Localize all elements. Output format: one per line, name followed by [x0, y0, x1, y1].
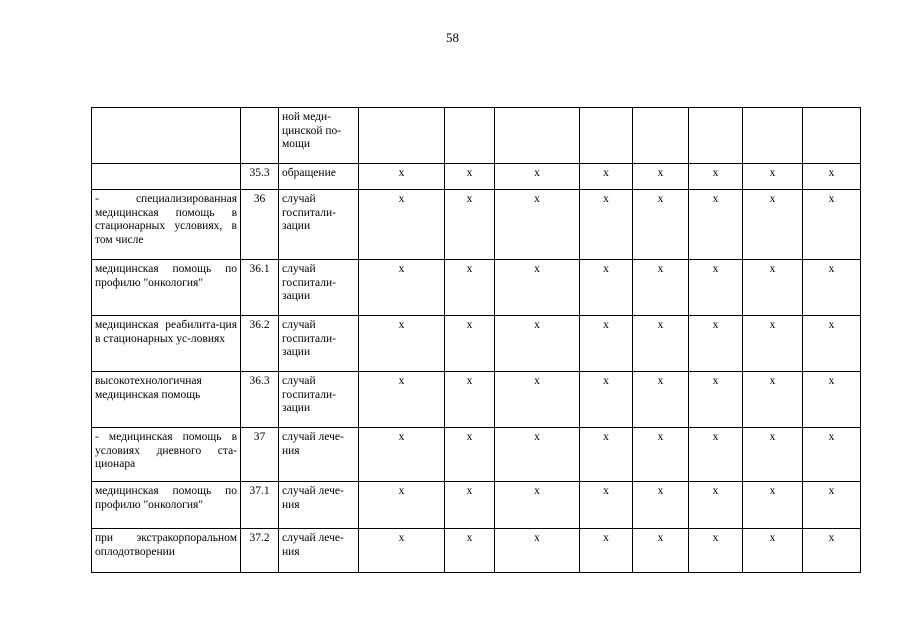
value-cell [495, 316, 580, 372]
value-cell [359, 372, 445, 428]
row-name-cell [92, 260, 241, 316]
row-unit-cell-text: случай лече- ния [282, 485, 344, 511]
value-cell-text: х [657, 167, 664, 179]
row-unit-cell [279, 260, 359, 316]
value-cell [633, 164, 689, 190]
value-cell [803, 108, 861, 164]
value-cell-text: х [828, 532, 835, 544]
value-cell-text: х [534, 485, 540, 497]
row-code-cell-text: 36.2 [249, 319, 270, 331]
value-cell [580, 190, 633, 260]
value-cell [445, 260, 495, 316]
value-cell-text: х [466, 532, 473, 544]
value-cell [803, 428, 861, 482]
value-cell [743, 108, 803, 164]
value-cell-text: х [534, 319, 540, 331]
value-cell-text: х [712, 263, 719, 275]
value-cell [445, 372, 495, 428]
row-unit-cell-text: обращение [282, 167, 336, 179]
value-cell-text: х [657, 485, 664, 497]
value-cell [633, 529, 689, 573]
value-cell-text: х [603, 263, 609, 275]
value-cell [803, 190, 861, 260]
row-code-cell [241, 482, 279, 529]
value-cell [743, 372, 803, 428]
data-table [91, 107, 861, 573]
row-code-cell-text: 36.3 [249, 375, 270, 387]
row-name-cell [92, 529, 241, 573]
row-code-cell-text: 37.2 [249, 532, 270, 544]
value-cell [495, 428, 580, 482]
value-cell [803, 482, 861, 529]
value-cell-text: х [712, 532, 719, 544]
value-cell-text: х [534, 167, 540, 179]
value-cell-text: х [603, 532, 609, 544]
row-name-cell-text: - медицинская помощь в условиях дневного ста-ционара [95, 431, 237, 470]
value-cell-text: х [466, 167, 473, 179]
value-cell-text: х [828, 193, 835, 205]
value-cell-text: х [398, 485, 405, 497]
value-cell [803, 316, 861, 372]
value-cell-text: х [657, 193, 664, 205]
value-cell [445, 108, 495, 164]
table-row [92, 316, 861, 372]
value-cell [689, 190, 743, 260]
value-cell-text: х [657, 375, 664, 387]
value-cell-text: х [398, 193, 405, 205]
page-number: 58 [446, 30, 459, 45]
value-cell [689, 482, 743, 529]
value-cell-text: х [534, 375, 540, 387]
row-unit-cell-text: случай лече- ния [282, 532, 344, 558]
value-cell-text: х [769, 193, 776, 205]
value-cell [689, 372, 743, 428]
value-cell-text: х [769, 167, 776, 179]
value-cell [495, 164, 580, 190]
table-row [92, 372, 861, 428]
value-cell [743, 260, 803, 316]
value-cell-text: х [769, 375, 776, 387]
value-cell-text: х [828, 431, 835, 443]
value-cell-text: х [534, 532, 540, 544]
row-code-cell-text: 35.3 [249, 167, 270, 179]
value-cell-text: х [657, 263, 664, 275]
value-cell-text: х [398, 319, 405, 331]
row-code-cell [241, 316, 279, 372]
value-cell [359, 529, 445, 573]
row-unit-cell [279, 108, 359, 164]
value-cell-text: х [712, 319, 719, 331]
value-cell-text: х [828, 485, 835, 497]
row-unit-cell-text: случай лече- ния [282, 431, 344, 457]
row-unit-cell [279, 372, 359, 428]
row-name-cell [92, 482, 241, 529]
table-row [92, 482, 861, 529]
value-cell-text: х [828, 167, 835, 179]
row-name-cell-text: - специализированная медицинская помощь в стационарных условиях, в том числе [95, 193, 237, 246]
value-cell [633, 316, 689, 372]
row-name-cell [92, 164, 241, 190]
value-cell-text: х [712, 485, 719, 497]
value-cell [580, 372, 633, 428]
value-cell [445, 190, 495, 260]
row-code-cell [241, 428, 279, 482]
value-cell-text: х [657, 532, 664, 544]
value-cell-text: х [534, 193, 540, 205]
value-cell-text: х [603, 485, 609, 497]
value-cell [580, 428, 633, 482]
value-cell [359, 260, 445, 316]
value-cell [689, 428, 743, 482]
value-cell-text: х [828, 375, 835, 387]
value-cell-text: х [466, 375, 473, 387]
row-code-cell [241, 260, 279, 316]
value-cell [743, 529, 803, 573]
value-cell-text: х [534, 431, 540, 443]
row-code-cell [241, 529, 279, 573]
value-cell [689, 529, 743, 573]
value-cell-text: х [466, 263, 473, 275]
value-cell [743, 316, 803, 372]
value-cell-text: х [398, 431, 405, 443]
value-cell-text: х [712, 375, 719, 387]
value-cell-text: х [603, 319, 609, 331]
row-name-cell-text: медицинская помощь по профилю "онкология" [95, 485, 237, 511]
value-cell [580, 482, 633, 529]
row-code-cell [241, 372, 279, 428]
row-name-cell [92, 108, 241, 164]
value-cell [633, 108, 689, 164]
value-cell-text: х [466, 319, 473, 331]
value-cell-text: х [769, 319, 776, 331]
value-cell [580, 260, 633, 316]
value-cell [689, 164, 743, 190]
row-code-cell-text: 37 [253, 431, 266, 443]
value-cell [633, 482, 689, 529]
value-cell-text: х [466, 193, 473, 205]
row-name-cell-text: высокотехнологичная медицинская помощь [95, 375, 202, 401]
value-cell [743, 164, 803, 190]
row-code-cell-text: 37.1 [249, 485, 270, 497]
table-row [92, 529, 861, 573]
row-unit-cell [279, 529, 359, 573]
value-cell [445, 529, 495, 573]
value-cell [689, 108, 743, 164]
value-cell-text: х [828, 263, 835, 275]
value-cell [803, 529, 861, 573]
value-cell-text: х [657, 319, 664, 331]
row-code-cell-text: 36 [253, 193, 266, 205]
value-cell-text: х [398, 263, 405, 275]
row-code-cell-text: 36.1 [249, 263, 270, 275]
value-cell [580, 164, 633, 190]
value-cell-text: х [769, 431, 776, 443]
value-cell-text: х [657, 431, 664, 443]
value-cell-text: х [769, 532, 776, 544]
value-cell [359, 164, 445, 190]
value-cell [495, 190, 580, 260]
value-cell [689, 260, 743, 316]
row-code-cell [241, 164, 279, 190]
value-cell [743, 482, 803, 529]
value-cell [495, 108, 580, 164]
value-cell [743, 428, 803, 482]
value-cell [359, 482, 445, 529]
value-cell [803, 164, 861, 190]
row-name-cell-text: медицинская реабилита-ция в стационарных ус-ловиях [95, 319, 237, 345]
value-cell [445, 316, 495, 372]
value-cell [359, 316, 445, 372]
row-unit-cell [279, 428, 359, 482]
table-row [92, 108, 861, 164]
value-cell-text: х [603, 193, 609, 205]
table-row [92, 260, 861, 316]
row-code-cell [241, 190, 279, 260]
row-unit-cell [279, 190, 359, 260]
table-body [92, 108, 861, 573]
value-cell [633, 372, 689, 428]
value-cell [580, 108, 633, 164]
row-unit-cell-text: ной меди- цинской по- мощи [282, 111, 342, 150]
value-cell-text: х [712, 193, 719, 205]
value-cell [633, 190, 689, 260]
value-cell-text: х [466, 485, 473, 497]
row-unit-cell [279, 316, 359, 372]
value-cell [359, 108, 445, 164]
row-name-cell [92, 428, 241, 482]
row-name-cell-text: медицинская помощь по профилю "онкология" [95, 263, 237, 289]
value-cell [633, 260, 689, 316]
value-cell-text: х [712, 167, 719, 179]
row-code-cell [241, 108, 279, 164]
value-cell-text: х [712, 431, 719, 443]
value-cell-text: х [398, 167, 405, 179]
row-unit-cell [279, 482, 359, 529]
value-cell [689, 316, 743, 372]
value-cell [359, 428, 445, 482]
row-unit-cell-text: случай госпитали- зации [282, 375, 336, 414]
table-row [92, 190, 861, 260]
row-name-cell [92, 316, 241, 372]
value-cell-text: х [828, 319, 835, 331]
row-unit-cell-text: случай госпитали- зации [282, 263, 336, 302]
value-cell [445, 482, 495, 529]
value-cell [445, 428, 495, 482]
value-cell [633, 428, 689, 482]
value-cell-text: х [603, 375, 609, 387]
value-cell [359, 190, 445, 260]
value-cell-text: х [466, 431, 473, 443]
value-cell-text: х [603, 431, 609, 443]
row-name-cell [92, 372, 241, 428]
value-cell-text: х [398, 532, 405, 544]
value-cell [495, 529, 580, 573]
row-unit-cell-text: случай госпитали- зации [282, 193, 336, 232]
row-name-cell [92, 190, 241, 260]
row-unit-cell-text: случай госпитали- зации [282, 319, 336, 358]
value-cell [743, 190, 803, 260]
value-cell [580, 529, 633, 573]
value-cell [495, 372, 580, 428]
value-cell [495, 482, 580, 529]
value-cell-text: х [769, 263, 776, 275]
row-name-cell-text: при экстракорпоральном оплодотворении [95, 532, 237, 558]
value-cell-text: х [398, 375, 405, 387]
value-cell-text: х [534, 263, 540, 275]
value-cell [495, 260, 580, 316]
value-cell [803, 372, 861, 428]
value-cell [445, 164, 495, 190]
table-row [92, 164, 861, 190]
value-cell [803, 260, 861, 316]
value-cell-text: х [769, 485, 776, 497]
row-unit-cell [279, 164, 359, 190]
value-cell [580, 316, 633, 372]
table-row [92, 428, 861, 482]
value-cell-text: х [603, 167, 609, 179]
